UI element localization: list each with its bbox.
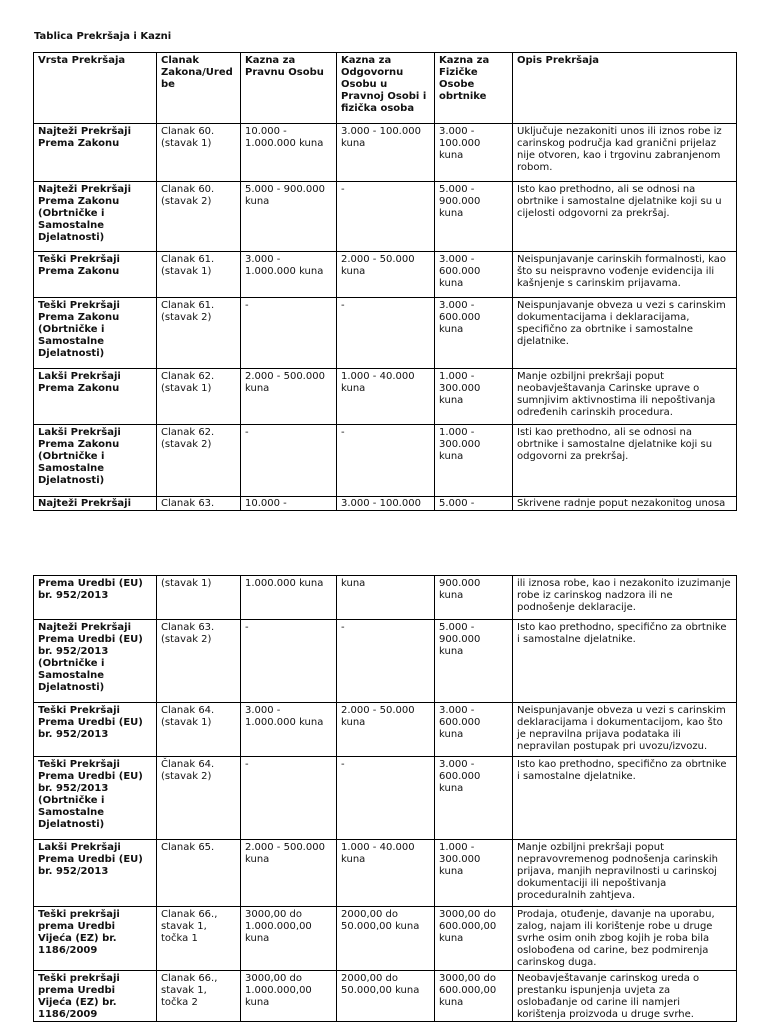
penalties-table-page-2 <box>33 575 737 1022</box>
column-header-fine-responsible-person: Kazna za Odgovornu Osobu u Pravnoj Osobi i fizička osoba <box>337 53 435 124</box>
table-row <box>34 576 737 620</box>
fine-legal-entity-cell: 10.000 - <box>241 497 337 511</box>
fine-responsible-person-cell: 2.000 - 50.000 kuna <box>337 703 435 757</box>
column-header-article: Clanak Zakona/Uredbe <box>157 53 241 124</box>
fine-responsible-person-cell: 2000,00 do 50.000,00 kuna <box>337 907 435 971</box>
fine-legal-entity-cell: 1.000.000 kuna <box>241 576 337 620</box>
table-body <box>34 124 737 511</box>
article-cell: Clanak 63. <box>157 497 241 511</box>
violation-type-cell: Najteži Prekršaji <box>34 497 157 511</box>
description-cell: Neispunjavanje obveza u vezi s carinskim dokumentacijama i deklaracijama, specifično za obrtnike i samostalne djelatnike. <box>513 298 737 369</box>
fine-craftsman-cell: 3.000 - 600.000 kuna <box>435 298 513 369</box>
article-cell: Clanak 63. (stavak 2) <box>157 620 241 703</box>
fine-responsible-person-cell: 3.000 - 100.000 kuna <box>337 124 435 182</box>
table-row <box>34 840 737 907</box>
fine-responsible-person-cell: 1.000 - 40.000 kuna <box>337 369 435 425</box>
description-cell: Uključuje nezakoniti unos ili iznos robe iz carinskog područja kad granični prijelaz nije otvoren, kao i trgovinu zabranjenom robom. <box>513 124 737 182</box>
description-cell: Isti kao prethodno, ali se odnosi na obrtnike i samostalne djelatnike koji su odgovorni za prekršaj. <box>513 425 737 497</box>
article-cell: Clanak 66., stavak 1, točka 1 <box>157 907 241 971</box>
violation-type-cell: Teški prekršaji prema Uredbi Vijeća (EZ) br. 1186/2009 <box>34 907 157 971</box>
fine-responsible-person-cell: 3.000 - 100.000 <box>337 497 435 511</box>
description-cell: Manje ozbiljni prekršaji poput neobavještavanja Carinske uprave o sumnjivim aktivnostima ili nepoštivanja određenih carinskih procedura. <box>513 369 737 425</box>
fine-craftsman-cell: 3000,00 do 600.000,00 kuna <box>435 907 513 971</box>
column-header-fine-craftsman: Kazna za Fizičke Osobe obrtnike <box>435 53 513 124</box>
fine-responsible-person-cell: - <box>337 425 435 497</box>
description-cell: Skrivene radnje poput nezakonitog unosa <box>513 497 737 511</box>
violation-type-cell: Najteži Prekršaji Prema Uredbi (EU) br. 952/2013 (Obrtničke i Samostalne Djelatnosti) <box>34 620 157 703</box>
article-cell: Članak 64. (stavak 2) <box>157 757 241 840</box>
fine-legal-entity-cell: 10.000 - 1.000.000 kuna <box>241 124 337 182</box>
description-cell: Manje ozbiljni prekršaji poput nepravovremenog podnošenja carinskih prijava, manjih nepravilnosti u carinskoj dokumentaciji ili nepoštivanja proceduralnih zahtjeva. <box>513 840 737 907</box>
article-cell: Clanak 66., stavak 1, točka 2 <box>157 971 241 1022</box>
fine-legal-entity-cell: - <box>241 425 337 497</box>
fine-responsible-person-cell: - <box>337 182 435 252</box>
document-title: Tablica Prekršaja i Kazni <box>34 31 172 42</box>
fine-craftsman-cell: 1.000 - 300.000 kuna <box>435 425 513 497</box>
penalties-table-page-1 <box>33 52 737 511</box>
table-row <box>34 369 737 425</box>
fine-craftsman-cell: 5.000 - <box>435 497 513 511</box>
fine-responsible-person-cell: - <box>337 620 435 703</box>
article-cell: Clanak 64. (stavak 1) <box>157 703 241 757</box>
violation-type-cell: Teški Prekršaji Prema Zakonu <box>34 252 157 298</box>
description-cell: Prodaja, otuđenje, davanje na uporabu, zalog, najam ili korištenje robe u druge svrhe osim onih zbog kojih je roba bila oslobođena od carine, bez podmirenja carinskog duga. <box>513 907 737 971</box>
table-row <box>34 425 737 497</box>
fine-legal-entity-cell: 3.000 - 1.000.000 kuna <box>241 703 337 757</box>
fine-legal-entity-cell: 3000,00 do 1.000.000,00 kuna <box>241 907 337 971</box>
violation-type-cell: Lakši Prekršaji Prema Zakonu <box>34 369 157 425</box>
fine-craftsman-cell: 5.000 - 900.000 kuna <box>435 182 513 252</box>
column-header-fine-legal-entity: Kazna za Pravnu Osobu <box>241 53 337 124</box>
fine-craftsman-cell: 900.000 kuna <box>435 576 513 620</box>
article-cell: (stavak 1) <box>157 576 241 620</box>
fine-responsible-person-cell: - <box>337 298 435 369</box>
description-cell: Neispunjavanje obveza u vezi s carinskim deklaracijama i dokumentacijom, kao što je nepravilna prijava podataka ili nepravilan postupak pri uvozu/izvozu. <box>513 703 737 757</box>
fine-responsible-person-cell: 2.000 - 50.000 kuna <box>337 252 435 298</box>
violation-type-cell: Teški Prekršaji Prema Zakonu (Obrtničke i Samostalne Djelatnosti) <box>34 298 157 369</box>
article-cell: Clanak 60. (stavak 2) <box>157 182 241 252</box>
table-header-row <box>34 53 737 124</box>
fine-legal-entity-cell: 3.000 - 1.000.000 kuna <box>241 252 337 298</box>
fine-responsible-person-cell: 1.000 - 40.000 kuna <box>337 840 435 907</box>
fine-legal-entity-cell: 2.000 - 500.000 kuna <box>241 369 337 425</box>
article-cell: Clanak 65. <box>157 840 241 907</box>
fine-legal-entity-cell: 3000,00 do 1.000.000,00 kuna <box>241 971 337 1022</box>
fine-responsible-person-cell: 2000,00 do 50.000,00 kuna <box>337 971 435 1022</box>
description-cell: Isto kao prethodno, ali se odnosi na obrtnike i samostalne djelatnike koji su u cijelosti odgovorni za prekršaj. <box>513 182 737 252</box>
fine-craftsman-cell: 5.000 - 900.000 kuna <box>435 620 513 703</box>
fine-craftsman-cell: 1.000 - 300.000 kuna <box>435 369 513 425</box>
violation-type-cell: Najteži Prekršaji Prema Zakonu <box>34 124 157 182</box>
fine-craftsman-cell: 3.000 - 600.000 kuna <box>435 703 513 757</box>
column-header-violation-type: Vrsta Prekršaja <box>34 53 157 124</box>
article-cell: Clanak 62. (stavak 1) <box>157 369 241 425</box>
fine-legal-entity-cell: - <box>241 298 337 369</box>
fine-craftsman-cell: 1.000 - 300.000 kuna <box>435 840 513 907</box>
violation-type-cell: Lakši Prekršaji Prema Uredbi (EU) br. 952/2013 <box>34 840 157 907</box>
description-cell: Neobavještavanje carinskog ureda o prestanku ispunjenja uvjeta za oslobađanje od carine ili namjeri korištenja proizvoda u druge svrhe. <box>513 971 737 1022</box>
violation-type-cell: Teški Prekršaji Prema Uredbi (EU) br. 952/2013 (Obrtničke i Samostalne Djelatnosti) <box>34 757 157 840</box>
fine-craftsman-cell: 3.000 - 600.000 kuna <box>435 757 513 840</box>
table-row <box>34 298 737 369</box>
description-cell: Neispunjavanje carinskih formalnosti, kao što su neispravno vođenje evidencija ili kašnjenje s carinskim prijavama. <box>513 252 737 298</box>
fine-legal-entity-cell: - <box>241 620 337 703</box>
fine-craftsman-cell: 3000,00 do 600.000,00 kuna <box>435 971 513 1022</box>
fine-craftsman-cell: 3.000 - 600.000 kuna <box>435 252 513 298</box>
table-row <box>34 182 737 252</box>
description-cell: ili iznosa robe, kao i nezakonito izuzimanje robe iz carinskog nadzora ili ne podnošenje deklaracije. <box>513 576 737 620</box>
table-row <box>34 971 737 1022</box>
violation-type-cell: Teški prekršaji prema Uredbi Vijeća (EZ) br. 1186/2009 <box>34 971 157 1022</box>
table-row <box>34 620 737 703</box>
table-row <box>34 703 737 757</box>
article-cell: Clanak 61. (stavak 1) <box>157 252 241 298</box>
fine-legal-entity-cell: 2.000 - 500.000 kuna <box>241 840 337 907</box>
table-row <box>34 124 737 182</box>
article-cell: Clanak 60. (stavak 1) <box>157 124 241 182</box>
table-row <box>34 907 737 971</box>
violation-type-cell: Najteži Prekršaji Prema Zakonu (Obrtničke i Samostalne Djelatnosti) <box>34 182 157 252</box>
table-body <box>34 576 737 1022</box>
violation-type-cell: Teški Prekršaji Prema Uredbi (EU) br. 952/2013 <box>34 703 157 757</box>
table-row <box>34 497 737 511</box>
violation-type-cell: Lakši Prekršaji Prema Zakonu (Obrtničke i Samostalne Djelatnosti) <box>34 425 157 497</box>
fine-legal-entity-cell: 5.000 - 900.000 kuna <box>241 182 337 252</box>
fine-responsible-person-cell: - <box>337 757 435 840</box>
description-cell: Isto kao prethodno, specifično za obrtnike i samostalne djelatnike. <box>513 757 737 840</box>
article-cell: Clanak 62. (stavak 2) <box>157 425 241 497</box>
fine-craftsman-cell: 3.000 - 100.000 kuna <box>435 124 513 182</box>
violation-type-cell: Prema Uredbi (EU) br. 952/2013 <box>34 576 157 620</box>
article-cell: Clanak 61. (stavak 2) <box>157 298 241 369</box>
fine-responsible-person-cell: kuna <box>337 576 435 620</box>
fine-legal-entity-cell: - <box>241 757 337 840</box>
column-header-description: Opis Prekršaja <box>513 53 737 124</box>
table-row <box>34 757 737 840</box>
description-cell: Isto kao prethodno, specifično za obrtnike i samostalne djelatnike. <box>513 620 737 703</box>
table-row <box>34 252 737 298</box>
